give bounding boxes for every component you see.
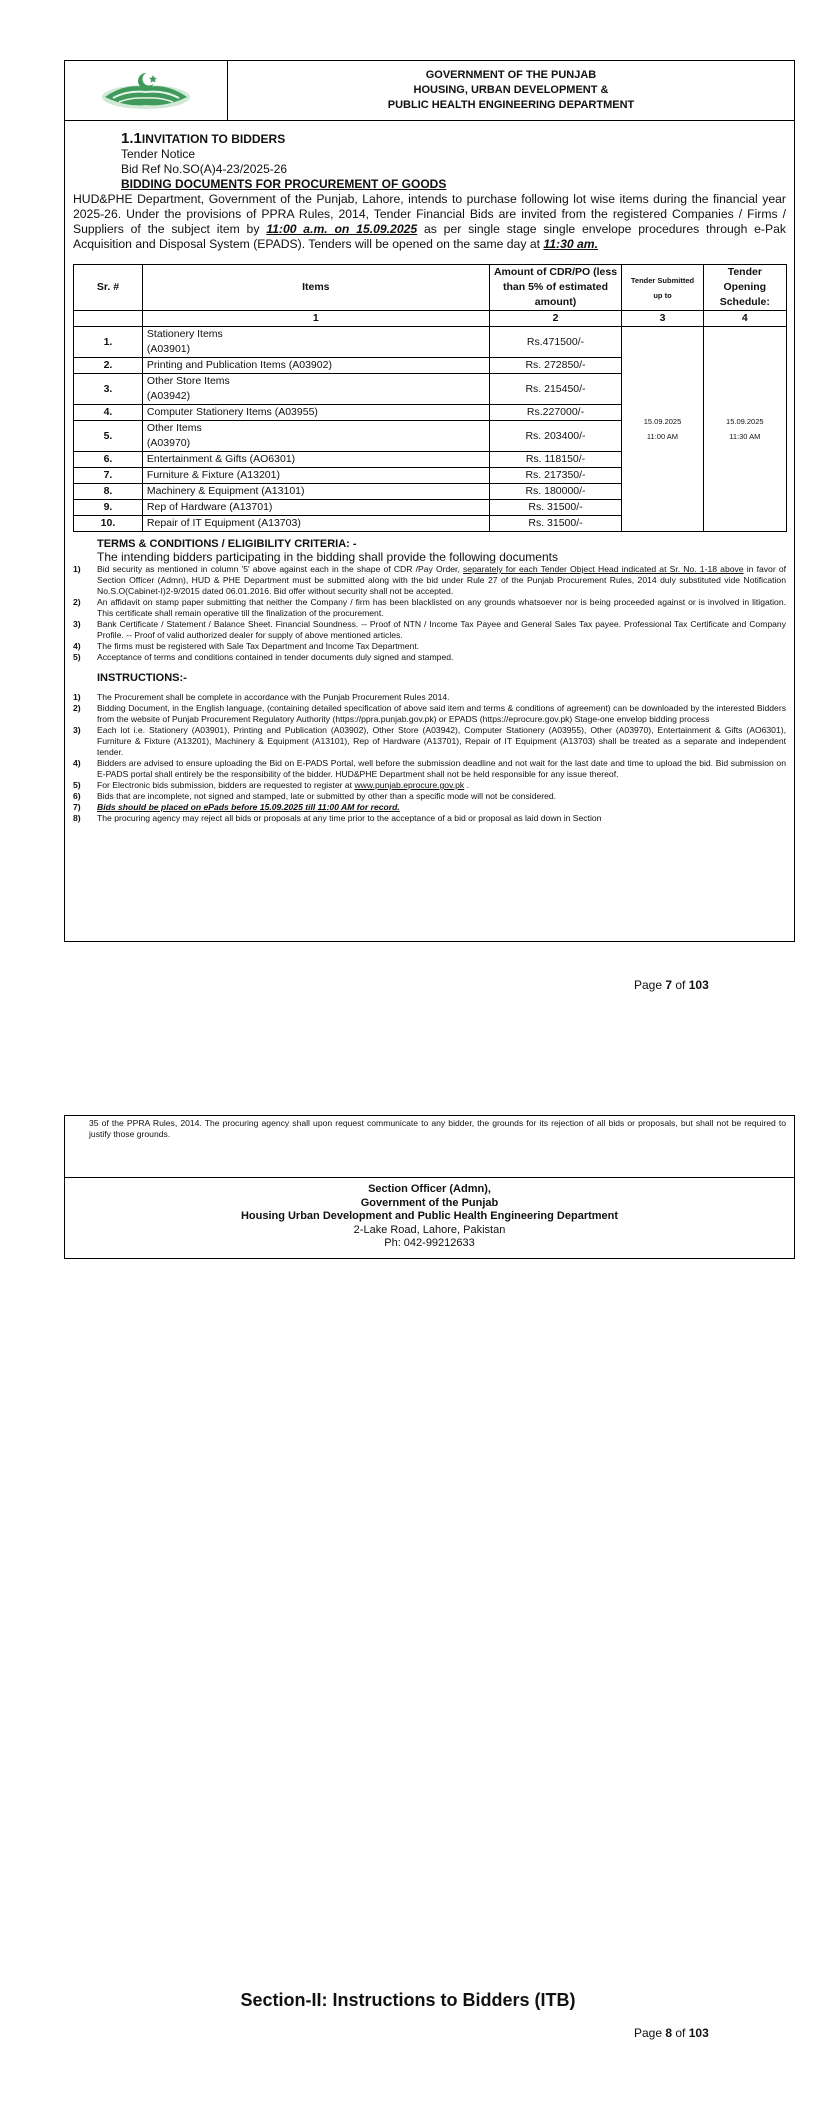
letterhead-line-2: HOUSING, URBAN DEVELOPMENT & — [413, 84, 609, 96]
continuation-text: 35 of the PPRA Rules, 2014. The procuring agency shall upon request communicate to any bidder, the grounds for its rejection of all bids or proposals, but shall not be required to justify those grounds. — [65, 1116, 794, 1178]
row-item-name: Machinery & Equipment (A13101) — [142, 484, 489, 500]
row-item-code: (A03901) — [146, 343, 191, 355]
row-item-code: (A03942) — [146, 390, 191, 402]
col-number-4: 4 — [703, 311, 786, 327]
list-item — [73, 652, 786, 663]
list-number: 1) — [73, 564, 81, 574]
list-item — [73, 813, 786, 824]
row-amount: Rs.227000/- — [489, 405, 622, 421]
list-text: Bank Certificate / Statement / Balance Sheet. Financial Soundness. -- Proof of NTN / Income Tax Payee and General Sales Tax payee. Professional Tax Certificate and Company Profile. -- Proof of valid authorized dealer for supply of above mentioned articles. — [97, 619, 786, 640]
row-sr: 4. — [74, 405, 143, 421]
list-item — [73, 802, 786, 813]
header-submitted: Tender Submitted up to — [622, 265, 703, 311]
list-item — [73, 597, 786, 619]
letterhead-line-1: GOVERNMENT OF THE PUNJAB — [425, 69, 597, 81]
row-sr: 6. — [74, 452, 143, 468]
section-ii-heading: Section-II: Instructions to Bidders (ITB) — [240, 1990, 576, 2010]
page-of: of — [672, 2026, 689, 2040]
list-number: 7) — [73, 802, 81, 812]
col-number-blank — [74, 311, 143, 327]
page-number-7 — [634, 978, 709, 992]
list-text: Acceptance of terms and conditions contained in tender documents duly signed and stamped. — [97, 652, 454, 662]
header-amount: Amount of CDR/PO (less than 5% of estimated amount) — [489, 265, 622, 311]
page-number-8 — [634, 2026, 709, 2040]
table-row — [74, 327, 787, 358]
list-number: 6) — [73, 791, 81, 801]
instruction-text: For Electronic bids submission, bidders are requested to register at — [97, 780, 355, 790]
row-amount: Rs. 118150/- — [489, 452, 622, 468]
page-8-frame — [64, 1115, 795, 1259]
row-amount: Rs. 217350/- — [489, 468, 622, 484]
row-amount: Rs. 31500/- — [489, 516, 622, 532]
signature-address: 2-Lake Road, Lahore, Pakistan — [353, 1223, 506, 1236]
row-sr: 7. — [74, 468, 143, 484]
list-number: 3) — [73, 619, 81, 629]
list-number: 8) — [73, 813, 81, 823]
col-number-3: 3 — [622, 311, 703, 327]
page-7-frame — [64, 60, 795, 942]
submission-deadline: 11:00 a.m. on 15.09.2025 — [266, 222, 418, 236]
row-amount: Rs.471500/- — [489, 327, 622, 358]
list-item — [73, 725, 786, 758]
list-item — [73, 758, 786, 780]
list-item — [73, 703, 786, 725]
invitation-title-text: INVITATION TO BIDDERS — [141, 132, 286, 146]
invitation-title — [73, 131, 786, 147]
section-number: 1.1 — [121, 130, 142, 147]
list-text: Each lot i.e. Stationery (A03901), Printing and Publication (A03902), Other Store (A03942), Computer Stationery (A03955), Other (A03970), Entertainment & Gifts (AO6301), Furniture & Fixture (A13201), Machinery & Equipment (A13101), Rep of Hardware (A13701), Repair of IT Equipment (A13703) shall be treated as a separate and independent tender. — [97, 725, 786, 757]
letterhead-text — [228, 61, 794, 120]
row-sr: 1. — [74, 327, 143, 358]
items-table — [73, 264, 787, 532]
row-item-name: Other Items — [146, 422, 202, 434]
tender-notice: Tender Notice — [121, 147, 196, 161]
list-number: 2) — [73, 703, 81, 713]
intro-part-b: as per single stage single envelope procedures through e-Pak Acquisition and Disposal System (EPADS). Tenders will be opened on the same day at — [73, 222, 786, 251]
term-text-underlined: separately for each Tender Object Head indicated at Sr. No. 1-18 above — [463, 564, 744, 574]
list-item — [73, 641, 786, 652]
invitation-block — [65, 121, 794, 532]
instructions-list — [73, 692, 786, 824]
page-total: 103 — [688, 978, 709, 992]
page-current: 7 — [665, 978, 673, 992]
row-item-name: Stationery Items — [146, 328, 223, 340]
row-amount: Rs. 215450/- — [489, 374, 622, 405]
letterhead — [65, 61, 794, 121]
col-number-1: 1 — [142, 311, 489, 327]
list-text — [97, 780, 786, 791]
list-item — [73, 780, 786, 791]
row-item — [142, 327, 489, 358]
row-sr: 2. — [74, 358, 143, 374]
logo-cell — [65, 61, 228, 120]
row-item-name: Entertainment & Gifts (AO6301) — [142, 452, 489, 468]
list-text — [97, 564, 786, 597]
header-sr: Sr. # — [74, 265, 143, 311]
row-sr: 8. — [74, 484, 143, 500]
submitted-cell — [622, 327, 703, 532]
row-item — [142, 374, 489, 405]
header-items: Items — [142, 265, 489, 311]
page-of: of — [672, 978, 689, 992]
list-text: The firms must be registered with Sale Tax Department and Income Tax Department. — [97, 641, 420, 651]
list-number: 3) — [73, 725, 81, 735]
bidding-documents-heading: BIDDING DOCUMENTS FOR PROCUREMENT OF GOODS — [121, 177, 447, 191]
invitation-paragraph — [73, 192, 786, 252]
list-text: The Procurement shall be complete in accordance with the Punjab Procurement Rules 2014. — [97, 692, 450, 702]
list-text: Bids that are incomplete, not signed and stamped, late or submitted by other than a specific mode will not be considered. — [97, 791, 557, 801]
term-text-a: Bid security as mentioned in column '5' above against each in the shape of CDR /Pay Order, — [97, 564, 463, 574]
row-sr: 9. — [74, 500, 143, 516]
terms-section — [65, 538, 794, 824]
list-item — [73, 619, 786, 641]
list-item — [73, 791, 786, 802]
row-item-code: (A03970) — [146, 437, 191, 449]
signature-line-2: Government of the Punjab — [360, 1196, 499, 1209]
signature-line-1: Section Officer (Admn), — [368, 1183, 491, 1195]
row-item-name: Other Store Items — [146, 375, 230, 387]
letterhead-line-3: PUBLIC HEALTH ENGINEERING DEPARTMENT — [387, 99, 635, 111]
row-item-name: Rep of Hardware (A13701) — [142, 500, 489, 516]
col-number-2: 2 — [489, 311, 622, 327]
row-amount: Rs. 180000/- — [489, 484, 622, 500]
term-text-b: in favor of Section Officer (Admn), HUD & PHE Department must be submitted along with the bid under Rule 27 of the Punjab Procurement Rules, 2014 duly substituted vide Notification No.S.O(Cabinet-I)2-9/2015 dated 06.01.2016. Bid offer without security shall not be accepted. — [97, 564, 787, 596]
intro-part-a: HUD&PHE Department, Government of the Punjab, Lahore, intends to purchase following lot wise items during the financial year 2025-26. Under the provisions of PPRA Rules, 2014, Tender Financial Bids are invited from the registered Companies / Firms / Suppliers of the subject item by — [73, 192, 786, 236]
page-current: 8 — [665, 2026, 673, 2040]
signature-phone: Ph: 042-99212633 — [384, 1237, 475, 1249]
row-sr: 5. — [74, 421, 143, 452]
row-amount: Rs. 272850/- — [489, 358, 622, 374]
list-number: 1) — [73, 692, 81, 702]
list-number: 4) — [73, 641, 81, 651]
list-text: Bids should be placed on ePads before 15.09.2025 till 11:00 AM for record. — [97, 802, 400, 812]
list-number: 5) — [73, 780, 81, 790]
list-item — [73, 692, 786, 703]
list-number: 2) — [73, 597, 81, 607]
punjab-government-emblem-icon — [91, 69, 201, 113]
terms-list — [73, 564, 786, 663]
signature-line-3: Housing Urban Development and Public Health Engineering Department — [240, 1210, 619, 1222]
list-text: The procuring agency may reject all bids or proposals at any time prior to the acceptance of a bid or proposal as laid down in Section — [97, 813, 602, 823]
instructions-heading: INSTRUCTIONS:- — [97, 672, 187, 684]
opening-cell — [703, 327, 786, 532]
list-text: An affidavit on stamp paper submitting that neither the Company / firm has been blacklisted on any grounds whatsoever nor is being proceeded against or is involved in litigation. This certificate shall remain operative till the finalization of the procurement. — [97, 597, 786, 618]
signature-block — [65, 1178, 794, 1251]
opening-value: 15.09.2025 11:30 AM — [726, 417, 764, 441]
page-prefix: Page — [634, 2026, 666, 2040]
opening-time: 11:30 am. — [543, 237, 599, 251]
eprocure-link[interactable]: www.punjab.eprocure.gov.pk — [354, 780, 465, 790]
submitted-value: 15.09.2025 11:00 AM — [643, 417, 682, 441]
row-amount: Rs. 203400/- — [489, 421, 622, 452]
list-number: 5) — [73, 652, 81, 662]
row-item-name: Repair of IT Equipment (A13703) — [142, 516, 489, 532]
list-text: Bidders are advised to ensure uploading the Bid on E-PADS Portal, well before the submission deadline and not wait for the last date and time to upload the bid. Bid submission on E-PADS portal shall entirely be the responsibility of the bidder. HUD&PHE Department shall not be held responsible for any issue thereof. — [97, 758, 786, 779]
list-text: Bidding Document, in the English language, (containing detailed specification of above said item and terms & conditions of agreement) can be downloaded by the interested Bidders from the website of Punjab Procurement Regulatory Authority (https://ppra.punjab.gov.pk) or EPADS (https://eprocure.gov.pk) Stage-one envelop bidding process — [97, 703, 786, 724]
instruction-text-after: . — [464, 780, 469, 790]
row-sr: 3. — [74, 374, 143, 405]
header-opening: Tender Opening Schedule: — [703, 265, 786, 311]
list-item — [73, 564, 786, 597]
bid-reference: Bid Ref No.SO(A)4-23/2025-26 — [121, 162, 288, 176]
row-item — [142, 421, 489, 452]
row-amount: Rs. 31500/- — [489, 500, 622, 516]
row-item-name: Furniture & Fixture (A13201) — [142, 468, 489, 484]
row-item-name: Computer Stationery Items (A03955) — [142, 405, 489, 421]
terms-lead: The intending bidders participating in the bidding shall provide the following documents — [97, 550, 558, 564]
row-sr: 10. — [74, 516, 143, 532]
page-total: 103 — [688, 2026, 709, 2040]
list-number: 4) — [73, 758, 81, 768]
row-item-name: Printing and Publication Items (A03902) — [142, 358, 489, 374]
terms-heading: TERMS & CONDITIONS / ELIGIBILITY CRITERIA: - — [97, 538, 357, 550]
page-prefix: Page — [634, 978, 666, 992]
